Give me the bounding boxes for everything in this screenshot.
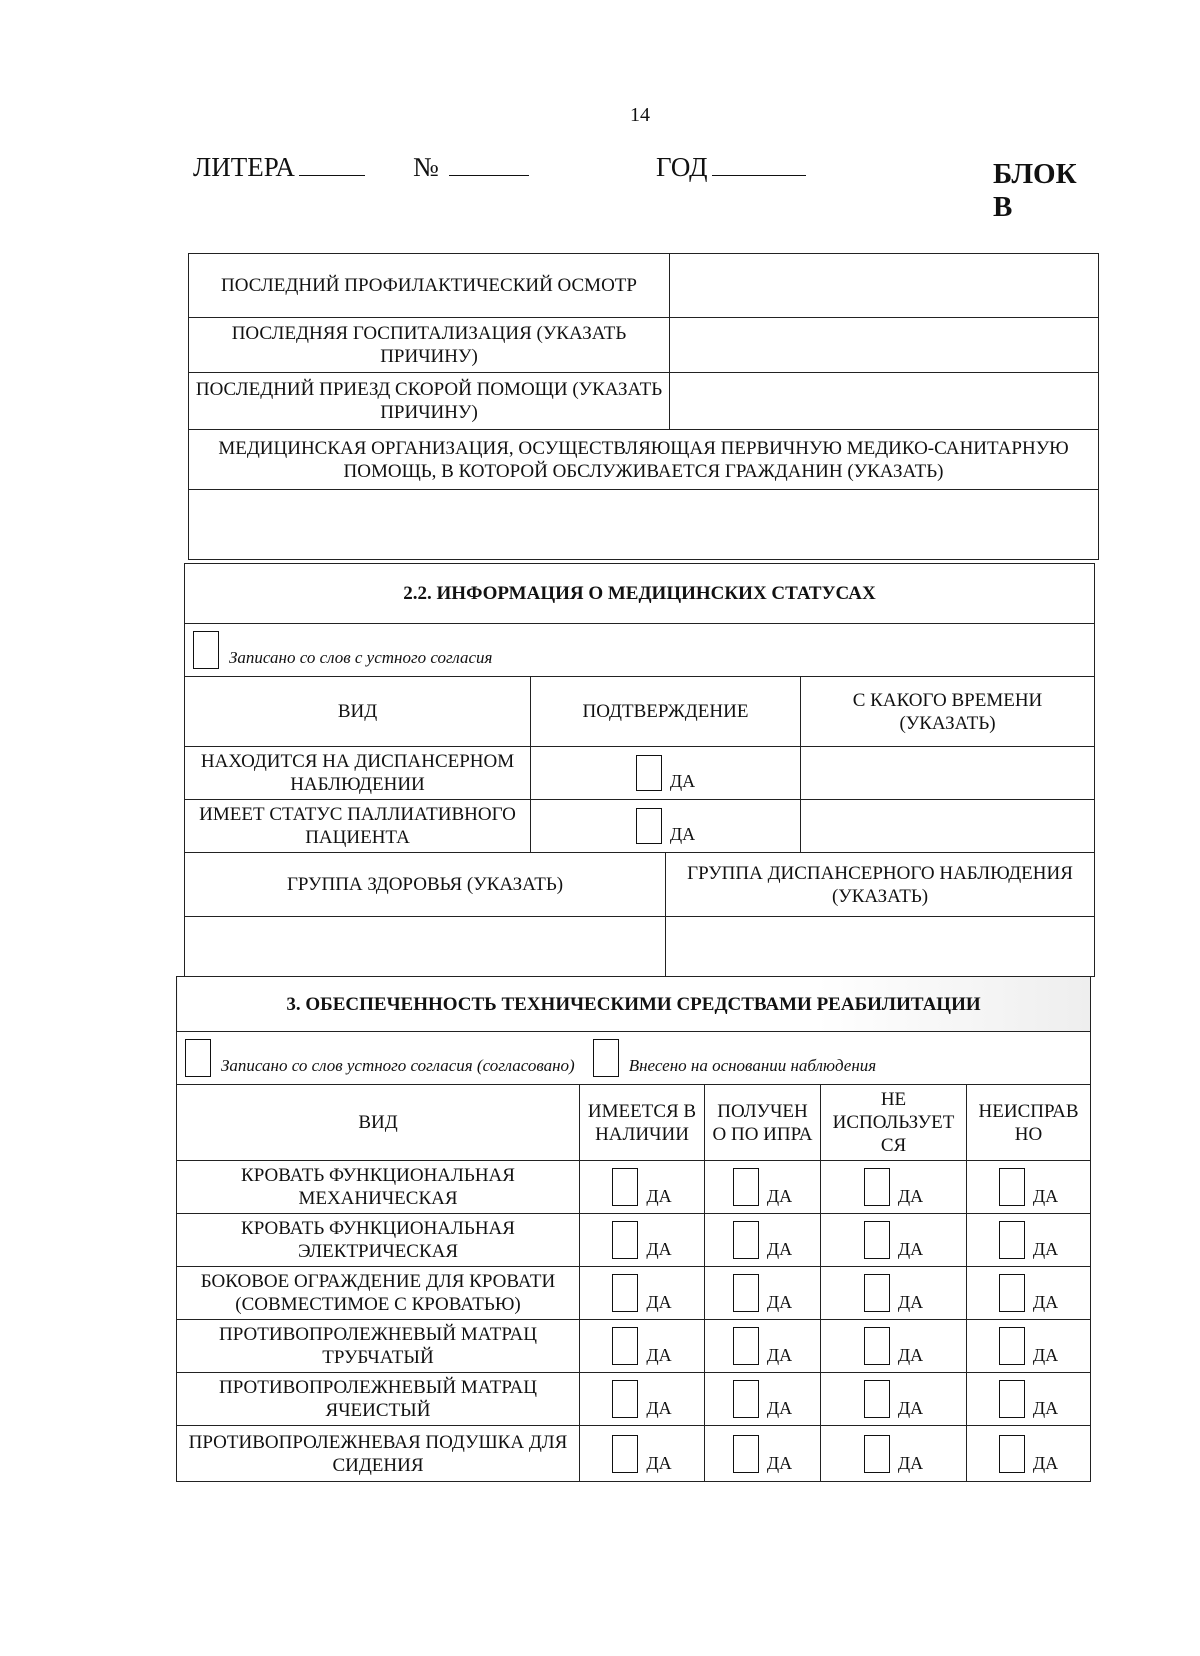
block-label: БЛОК В [993,158,1077,223]
faulty-cell [967,1373,1091,1426]
row-label: ИМЕЕТ СТАТУС ПАЛЛИАТИВНОГО ПАЦИЕНТА [185,800,531,853]
table-row [185,564,1095,624]
table-row [189,373,1099,430]
column-header: ИМЕЕТСЯ В НАЛИЧИИ [580,1085,705,1161]
faulty-checkbox[interactable] [999,1380,1025,1418]
yes-label: ДА [897,1345,924,1365]
yes-label: ДА [1032,1398,1059,1418]
yes-label: ДА [646,1398,672,1418]
not-used-checkbox[interactable] [864,1380,890,1418]
table-row [177,1085,1091,1161]
faulty-checkbox[interactable] [999,1221,1025,1259]
faulty-checkbox[interactable] [999,1274,1025,1312]
dispensary-group-label: ГРУППА ДИСПАНСЕРНОГО НАБЛЮДЕНИЯ (УКАЗАТЬ) [666,853,1095,917]
column-header: С КАКОГО ВРЕМЕНИ (УКАЗАТЬ) [801,677,1095,747]
row-label: ПРОТИВОПРОЛЕЖНЕВАЯ ПОДУШКА ДЛЯ СИДЕНИЯ [177,1426,580,1482]
yes-label: ДА [897,1292,924,1312]
table-row [189,254,1099,318]
yes-checkbox[interactable] [636,755,662,791]
litera-label: ЛИТЕРА [193,152,295,182]
row-label: ПОСЛЕДНИЙ ПРОФИЛАКТИЧЕСКИЙ ОСМОТР [189,254,670,318]
row-label: КРОВАТЬ ФУНКЦИОНАЛЬНАЯ МЕХАНИЧЕСКАЯ [177,1161,580,1214]
yes-label: ДА [646,1239,672,1259]
not-used-checkbox[interactable] [864,1327,890,1365]
received-cell [705,1426,821,1482]
consent-label: Записано со слов с устного согласия [229,648,493,667]
litera-field[interactable] [193,152,365,183]
yes-label: ДА [1032,1345,1059,1365]
row-label: ПОСЛЕДНЯЯ ГОСПИТАЛИЗАЦИЯ (УКАЗАТЬ ПРИЧИНУ) [189,318,670,373]
not-used-cell [821,1426,967,1482]
column-header: ВИД [177,1085,580,1161]
not-used-cell [821,1161,967,1214]
yes-label: ДА [1032,1239,1059,1259]
faulty-checkbox[interactable] [999,1168,1025,1206]
faulty-cell [967,1267,1091,1320]
yes-label: ДА [646,1452,672,1473]
table-row [185,747,1095,800]
available-checkbox[interactable] [612,1168,638,1206]
table-row [189,430,1099,490]
yes-label: ДА [897,1239,924,1259]
yes-label: ДА [1032,1292,1059,1312]
page-number: 14 [630,104,650,126]
available-checkbox[interactable] [612,1274,638,1312]
row-label: НАХОДИТСЯ НА ДИСПАНСЕРНОМ НАБЛЮДЕНИИ [185,747,531,800]
table-row [177,977,1091,1032]
faulty-cell [967,1320,1091,1373]
not-used-cell [821,1214,967,1267]
consent-label: Записано со слов устного согласия (согласовано) [221,1056,575,1075]
received-cell [705,1267,821,1320]
available-cell [580,1267,705,1320]
available-checkbox[interactable] [612,1435,638,1473]
received-checkbox[interactable] [733,1435,759,1473]
row-label: ПОСЛЕДНИЙ ПРИЕЗД СКОРОЙ ПОМОЩИ (УКАЗАТЬ ПРИЧИНУ) [189,373,670,430]
observation-label: Внесено на основании наблюдения [628,1056,877,1075]
faulty-cell [967,1214,1091,1267]
yes-label: ДА [766,1186,793,1206]
received-cell [705,1373,821,1426]
yes-label: ДА [766,1345,793,1365]
column-header: ПОЛУЧЕН О ПО ИПРА [705,1085,821,1161]
yes-label: ДА [897,1398,924,1418]
table-row [177,1214,1091,1267]
column-header: НЕ ИСПОЛЬЗУЕТ СЯ [821,1085,967,1161]
yes-label: ДА [646,1292,672,1312]
received-checkbox[interactable] [733,1221,759,1259]
available-cell [580,1426,705,1482]
number-label: № [413,152,439,182]
table-row [189,318,1099,373]
available-checkbox[interactable] [612,1221,638,1259]
not-used-cell [821,1373,967,1426]
column-header: ВИД [185,677,531,747]
row-value-field[interactable] [670,373,1099,430]
received-cell [705,1320,821,1373]
table-row [185,677,1095,747]
table-row [185,800,1095,853]
number-field[interactable] [413,152,529,183]
rehab-table [176,976,1091,1482]
section-title: 3. ОБЕСПЕЧЕННОСТЬ ТЕХНИЧЕСКИМИ СРЕДСТВАМИ РЕАБИЛИТАЦИИ [177,977,1091,1032]
table-row [189,490,1099,560]
health-group-label: ГРУППА ЗДОРОВЬЯ (УКАЗАТЬ) [185,853,666,917]
column-header: НЕИСПРАВ НО [967,1085,1091,1161]
row-label: ПРОТИВОПРОЛЕЖНЕВЫЙ МАТРАЦ ЯЧЕИСТЫЙ [177,1373,580,1426]
faulty-checkbox[interactable] [999,1327,1025,1365]
number-line[interactable] [449,175,529,176]
yes-label: ДА [766,1292,793,1312]
history-table [188,253,1099,560]
faulty-checkbox[interactable] [999,1435,1025,1473]
row-value-field[interactable] [670,254,1099,318]
not-used-cell [821,1320,967,1373]
consent-row [177,1032,1091,1085]
available-cell [580,1161,705,1214]
since-field[interactable] [801,747,1095,800]
faulty-cell [967,1426,1091,1482]
year-field[interactable] [656,152,806,183]
received-checkbox[interactable] [733,1274,759,1312]
yes-label: ДА [1032,1452,1059,1473]
form-header [193,152,1093,223]
available-cell [580,1373,705,1426]
organization-label: МЕДИЦИНСКАЯ ОРГАНИЗАЦИЯ, ОСУЩЕСТВЛЯЮЩАЯ ПЕРВИЧНУЮ МЕДИКО-САНИТАРНУЮ ПОМОЩЬ, В КОТОРОЙ ОБСЛУЖИВАЕТСЯ ГРАЖДАНИН (УКАЗАТЬ) [189,430,1099,490]
not-used-checkbox[interactable] [864,1221,890,1259]
section-title: 2.2. ИНФОРМАЦИЯ О МЕДИЦИНСКИХ СТАТУСАХ [185,564,1095,624]
year-label: ГОД [656,152,708,182]
available-checkbox[interactable] [612,1380,638,1418]
not-used-checkbox[interactable] [864,1274,890,1312]
column-header: ПОДТВЕРЖДЕНИЕ [531,677,801,747]
yes-label: ДА [669,824,696,844]
available-cell [580,1214,705,1267]
received-cell [705,1161,821,1214]
yes-label: ДА [646,1186,672,1206]
row-label: КРОВАТЬ ФУНКЦИОНАЛЬНАЯ ЭЛЕКТРИЧЕСКАЯ [177,1214,580,1267]
dispensary-group-field[interactable] [666,917,1095,977]
row-label: БОКОВОЕ ОГРАЖДЕНИЕ ДЛЯ КРОВАТИ (СОВМЕСТИМОЕ С КРОВАТЬЮ) [177,1267,580,1320]
yes-label: ДА [897,1186,924,1206]
available-checkbox[interactable] [612,1327,638,1365]
table-row [185,917,1095,977]
received-checkbox[interactable] [733,1168,759,1206]
yes-label: ДА [766,1398,793,1418]
not-used-cell [821,1267,967,1320]
table-row [177,1032,1091,1085]
yes-checkbox[interactable] [636,808,662,844]
not-used-checkbox[interactable] [864,1435,890,1473]
received-checkbox[interactable] [733,1380,759,1418]
received-checkbox[interactable] [733,1327,759,1365]
medical-status-table [184,563,1095,977]
organization-value-field[interactable] [189,490,1099,560]
table-row [177,1161,1091,1214]
since-field[interactable] [801,800,1095,853]
yes-label: ДА [646,1345,672,1365]
table-row [177,1320,1091,1373]
faulty-cell [967,1161,1091,1214]
received-cell [705,1214,821,1267]
yes-label: ДА [1032,1186,1059,1206]
not-used-checkbox[interactable] [864,1168,890,1206]
consent-checkbox[interactable] [193,631,219,669]
consent-row [185,624,1095,677]
confirmation-cell [531,800,801,853]
table-row [185,624,1095,677]
confirmation-cell [531,747,801,800]
litera-line[interactable] [299,175,365,176]
yes-label: ДА [897,1452,924,1473]
row-value-field[interactable] [670,318,1099,373]
year-line[interactable] [712,175,806,176]
observation-checkbox[interactable] [593,1039,619,1077]
table-row [185,853,1095,917]
health-group-field[interactable] [185,917,666,977]
table-row [177,1426,1091,1482]
table-row [177,1373,1091,1426]
available-cell [580,1320,705,1373]
table-row [177,1267,1091,1320]
row-label: ПРОТИВОПРОЛЕЖНЕВЫЙ МАТРАЦ ТРУБЧАТЫЙ [177,1320,580,1373]
yes-label: ДА [766,1452,793,1473]
yes-label: ДА [669,771,696,791]
yes-label: ДА [766,1239,793,1259]
consent-checkbox[interactable] [185,1039,211,1077]
